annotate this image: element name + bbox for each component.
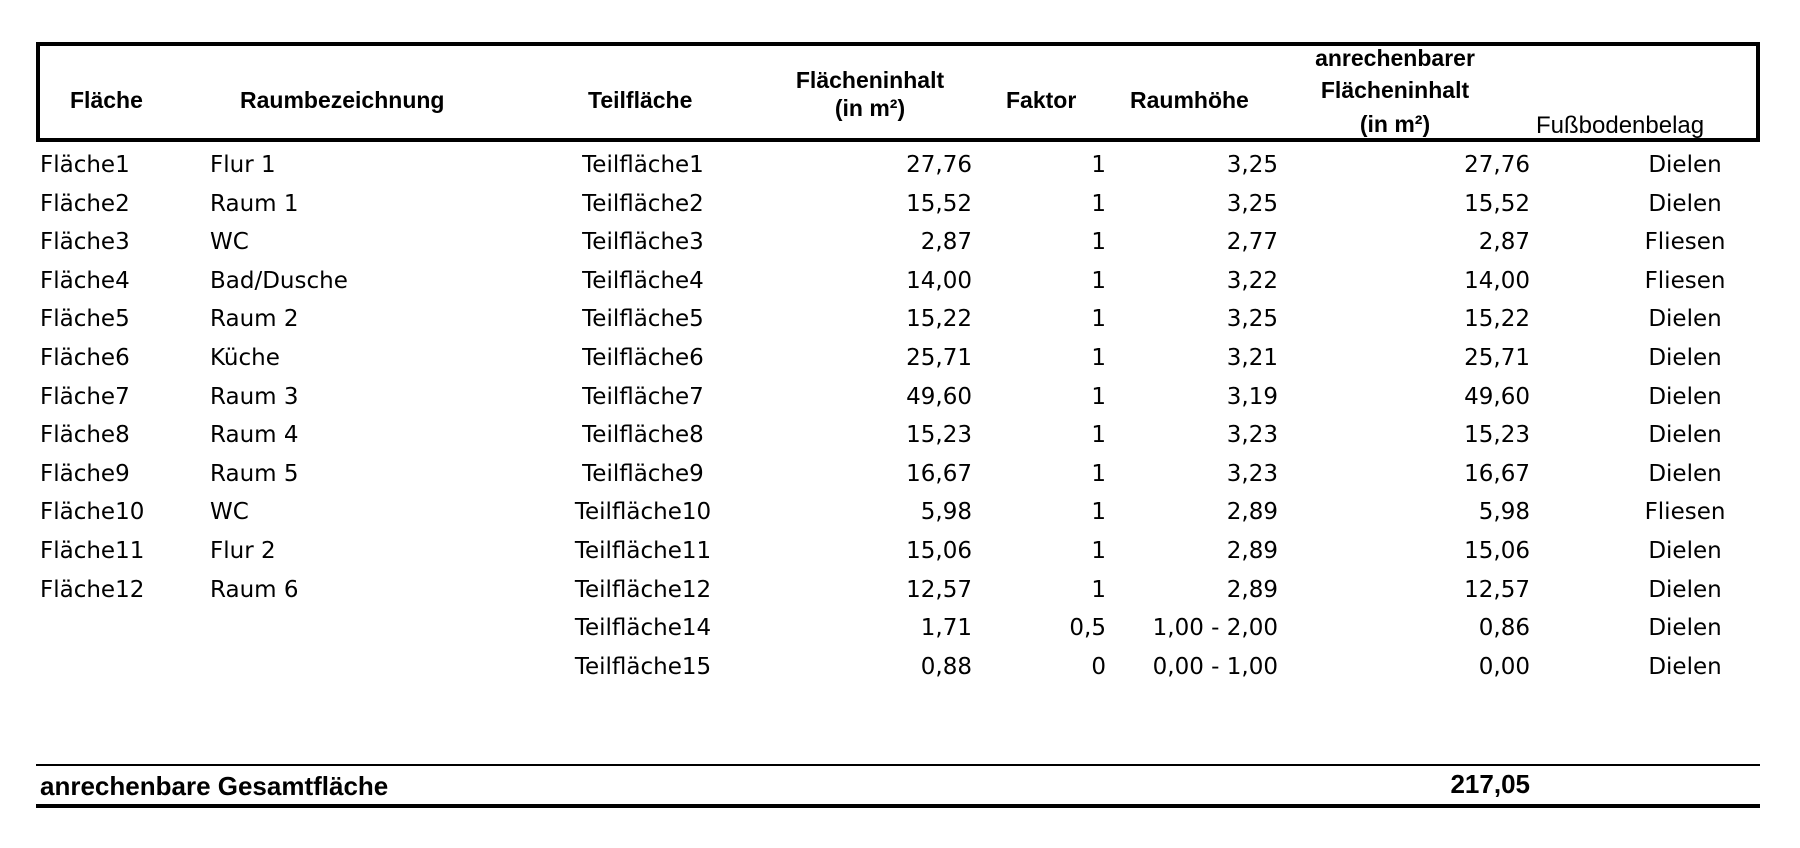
- cell-flaecheninhalt: 0,88: [920, 654, 972, 680]
- header-flaecheninhalt-line1: Flächeninhalt: [795, 67, 945, 93]
- cell-anrechenbarer-flaecheninhalt: 27,76: [1464, 152, 1530, 178]
- table-row: [0, 416, 1800, 454]
- cell-fussbodenbelag: Dielen: [1648, 345, 1722, 371]
- cell-raumbezeichnung: Raum 1: [210, 191, 299, 217]
- cell-teilflaeche: Teilfläche7: [582, 384, 704, 410]
- cell-raumhoehe: 2,89: [1226, 577, 1278, 603]
- cell-raumbezeichnung: Flur 2: [210, 538, 276, 564]
- cell-flaeche: Fläche2: [40, 191, 130, 217]
- cell-teilflaeche: Teilfläche14: [574, 615, 712, 641]
- table-row: [0, 609, 1800, 647]
- cell-teilflaeche: Teilfläche10: [574, 499, 712, 525]
- cell-raumhoehe: 3,19: [1226, 384, 1278, 410]
- header-anrechenbar-line1: anrechenbarer: [1315, 45, 1475, 71]
- cell-raumhoehe: 3,22: [1226, 268, 1278, 294]
- table-row: [0, 493, 1800, 531]
- header-teilflaeche: Teilfläche: [588, 87, 693, 113]
- cell-raumbezeichnung: Küche: [210, 345, 280, 371]
- total-label: anrechenbare Gesamtfläche: [40, 771, 389, 801]
- cell-faktor: 1: [1091, 384, 1106, 410]
- table-row: [0, 339, 1800, 377]
- cell-faktor: 1: [1091, 538, 1106, 564]
- table-row: [0, 571, 1800, 609]
- cell-flaecheninhalt: 2,87: [920, 229, 972, 255]
- cell-anrechenbarer-flaecheninhalt: 12,57: [1464, 577, 1530, 603]
- header-raumhoehe: Raumhöhe: [1130, 87, 1249, 113]
- cell-raumhoehe: 3,25: [1226, 191, 1278, 217]
- cell-flaecheninhalt: 5,98: [920, 499, 972, 525]
- cell-fussbodenbelag: Dielen: [1648, 422, 1722, 448]
- header-anrechenbarer-flaecheninhalt: [1310, 44, 1480, 138]
- cell-faktor: 1: [1091, 499, 1106, 525]
- cell-anrechenbarer-flaecheninhalt: 49,60: [1464, 384, 1530, 410]
- cell-raumhoehe: 3,25: [1226, 152, 1278, 178]
- cell-fussbodenbelag: Dielen: [1648, 538, 1722, 564]
- cell-raumbezeichnung: WC: [210, 229, 249, 255]
- cell-anrechenbarer-flaecheninhalt: 2,87: [1478, 229, 1530, 255]
- cell-flaeche: Fläche5: [40, 306, 130, 332]
- header-anrechenbar-line3: (in m²): [1359, 111, 1431, 137]
- cell-flaeche: Fläche7: [40, 384, 130, 410]
- cell-raumhoehe: 1,00 - 2,00: [1152, 615, 1278, 641]
- cell-anrechenbarer-flaecheninhalt: 14,00: [1464, 268, 1530, 294]
- table-row: [0, 146, 1800, 184]
- cell-teilflaeche: Teilfläche15: [574, 654, 712, 680]
- table-row: [0, 648, 1800, 686]
- cell-faktor: 0,5: [1069, 615, 1106, 641]
- cell-teilflaeche: Teilfläche2: [582, 191, 704, 217]
- cell-flaeche: Fläche6: [40, 345, 130, 371]
- cell-raumbezeichnung: WC: [210, 499, 249, 525]
- cell-raumhoehe: 3,21: [1226, 345, 1278, 371]
- header-flaecheninhalt: [790, 66, 950, 122]
- cell-fussbodenbelag: Dielen: [1648, 461, 1722, 487]
- cell-faktor: 1: [1091, 268, 1106, 294]
- cell-raumbezeichnung: Bad/Dusche: [210, 268, 348, 294]
- cell-fussbodenbelag: Fliesen: [1644, 268, 1726, 294]
- cell-faktor: 1: [1091, 577, 1106, 603]
- table-row: [0, 185, 1800, 223]
- cell-anrechenbarer-flaecheninhalt: 15,52: [1464, 191, 1530, 217]
- cell-faktor: 0: [1091, 654, 1106, 680]
- cell-raumhoehe: 3,23: [1226, 461, 1278, 487]
- cell-fussbodenbelag: Dielen: [1648, 306, 1722, 332]
- cell-flaecheninhalt: 15,23: [906, 422, 972, 448]
- cell-teilflaeche: Teilfläche9: [582, 461, 704, 487]
- cut-off-heading: [0, 0, 160, 6]
- cell-flaecheninhalt: 14,00: [906, 268, 972, 294]
- cell-raumbezeichnung: Flur 1: [210, 152, 276, 178]
- cell-teilflaeche: Teilfläche5: [582, 306, 704, 332]
- cell-raumbezeichnung: Raum 6: [210, 577, 299, 603]
- cell-faktor: 1: [1091, 229, 1106, 255]
- cell-flaeche: Fläche9: [40, 461, 130, 487]
- cell-fussbodenbelag: Dielen: [1648, 191, 1722, 217]
- cell-flaeche: Fläche11: [40, 538, 145, 564]
- total-value: 217,05: [1450, 769, 1530, 799]
- cell-teilflaeche: Teilfläche11: [574, 538, 712, 564]
- table-row: [0, 223, 1800, 261]
- table-row: [0, 378, 1800, 416]
- table-row: [0, 300, 1800, 338]
- cell-flaeche: Fläche8: [40, 422, 130, 448]
- header-raumbezeichnung: Raumbezeichnung: [240, 87, 445, 113]
- cell-raumhoehe: 0,00 - 1,00: [1152, 654, 1278, 680]
- cell-anrechenbarer-flaecheninhalt: 15,23: [1464, 422, 1530, 448]
- header-flaecheninhalt-line2: (in m²): [834, 95, 906, 121]
- cell-anrechenbarer-flaecheninhalt: 0,00: [1478, 654, 1530, 680]
- cell-faktor: 1: [1091, 152, 1106, 178]
- cell-anrechenbarer-flaecheninhalt: 15,06: [1464, 538, 1530, 564]
- header-fussbodenbelag: Fußbodenbelag: [1536, 112, 1705, 139]
- cell-raumhoehe: 3,25: [1226, 306, 1278, 332]
- cell-faktor: 1: [1091, 422, 1106, 448]
- cell-teilflaeche: Teilfläche8: [582, 422, 704, 448]
- cell-flaeche: Fläche4: [40, 268, 130, 294]
- cell-faktor: 1: [1091, 461, 1106, 487]
- cell-flaecheninhalt: 15,52: [906, 191, 972, 217]
- cell-anrechenbarer-flaecheninhalt: 0,86: [1478, 615, 1530, 641]
- cell-teilflaeche: Teilfläche12: [574, 577, 712, 603]
- table-row: [0, 455, 1800, 493]
- cell-flaeche: Fläche3: [40, 229, 130, 255]
- cell-teilflaeche: Teilfläche1: [582, 152, 704, 178]
- cell-flaecheninhalt: 15,22: [906, 306, 972, 332]
- cell-faktor: 1: [1091, 345, 1106, 371]
- cell-flaeche: Fläche10: [40, 499, 145, 525]
- header-flaeche: Fläche: [70, 87, 143, 113]
- cell-flaecheninhalt: 25,71: [906, 345, 972, 371]
- cell-flaecheninhalt: 15,06: [906, 538, 972, 564]
- cell-raumhoehe: 2,77: [1226, 229, 1278, 255]
- cell-faktor: 1: [1091, 191, 1106, 217]
- cell-raumbezeichnung: Raum 3: [210, 384, 299, 410]
- cell-flaecheninhalt: 49,60: [906, 384, 972, 410]
- table-row: [0, 262, 1800, 300]
- cell-faktor: 1: [1091, 306, 1106, 332]
- cell-anrechenbarer-flaecheninhalt: 5,98: [1478, 499, 1530, 525]
- cell-anrechenbarer-flaecheninhalt: 15,22: [1464, 306, 1530, 332]
- cell-teilflaeche: Teilfläche6: [582, 345, 704, 371]
- cell-flaecheninhalt: 16,67: [906, 461, 972, 487]
- cell-fussbodenbelag: Dielen: [1648, 577, 1722, 603]
- table-header: [36, 42, 1760, 142]
- cell-flaecheninhalt: 12,57: [906, 577, 972, 603]
- cell-fussbodenbelag: Fliesen: [1644, 229, 1726, 255]
- cell-fussbodenbelag: Fliesen: [1644, 499, 1726, 525]
- cell-flaecheninhalt: 1,71: [920, 615, 972, 641]
- cell-raumbezeichnung: Raum 5: [210, 461, 299, 487]
- cell-fussbodenbelag: Dielen: [1648, 654, 1722, 680]
- cell-flaeche: Fläche12: [40, 577, 145, 603]
- cell-fussbodenbelag: Dielen: [1648, 384, 1722, 410]
- cell-flaecheninhalt: 27,76: [906, 152, 972, 178]
- cell-raumhoehe: 2,89: [1226, 538, 1278, 564]
- cell-raumbezeichnung: Raum 2: [210, 306, 299, 332]
- header-faktor: Faktor: [1006, 87, 1077, 113]
- cell-fussbodenbelag: Dielen: [1648, 615, 1722, 641]
- cell-teilflaeche: Teilfläche4: [582, 268, 704, 294]
- cell-raumbezeichnung: Raum 4: [210, 422, 299, 448]
- table-row: [0, 532, 1800, 570]
- total-divider-bottom: [36, 804, 1760, 808]
- cell-teilflaeche: Teilfläche3: [582, 229, 704, 255]
- cell-raumhoehe: 2,89: [1226, 499, 1278, 525]
- cell-flaeche: Fläche1: [40, 152, 130, 178]
- cell-fussbodenbelag: Dielen: [1648, 152, 1722, 178]
- cell-raumhoehe: 3,23: [1226, 422, 1278, 448]
- cell-anrechenbarer-flaecheninhalt: 25,71: [1464, 345, 1530, 371]
- header-anrechenbar-line2: Flächeninhalt: [1320, 77, 1470, 103]
- cell-anrechenbarer-flaecheninhalt: 16,67: [1464, 461, 1530, 487]
